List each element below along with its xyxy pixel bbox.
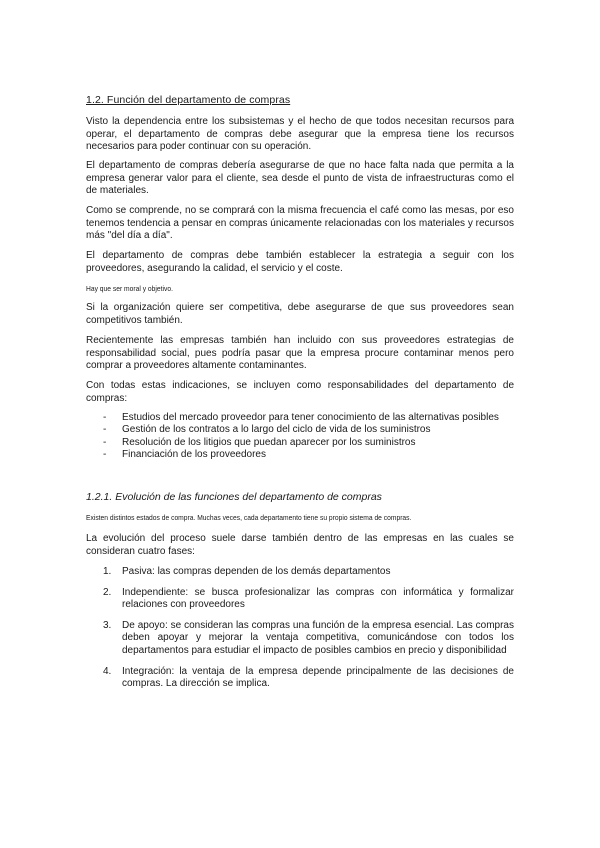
subsection-title: 1.2.1. Evolución de las funciones del departamento de compras xyxy=(86,491,382,503)
list-item: 3. De apoyo: se consideran las compras una función de la empresa esencial. Las compras deben apoyar y mejorar la ventaja competitiva, comunicándose con todos los departamentos para estudiar el impacto de posibles cambios en precio y disponibilidad xyxy=(103,619,514,656)
list-item: 4. Integración: la ventaja de la empresa depende principalmente de las decisiones de compras. La dirección se implica. xyxy=(103,665,514,690)
paragraph-3: Como se comprende, no se comprará con la misma frecuencia el café como las mesas, por eso tenemos tendencia a pensar en compras únicamente relacionadas con los materiales y recursos más "del día a día". xyxy=(86,205,514,242)
section-title: 1.2. Función del departamento de compras xyxy=(86,94,291,106)
paragraph-2: El departamento de compras debería asegurarse de que no hace falta nada que permita a la empresa generar valor para el cliente, sea desde el punto de vista de infraestructuras como el de materiales. xyxy=(86,160,514,197)
responsibilities-list xyxy=(86,412,514,462)
list-item: - Gestión de los contratos a lo largo del ciclo de vida de los suministros xyxy=(103,424,431,436)
paragraph-5: Si la organización quiere ser competitiva, debe asegurarse de que sus proveedores sean competitivos también. xyxy=(86,302,514,326)
paragraph-1: Visto la dependencia entre los subsistemas y el hecho de que todos necesitan recursos para operar, el departamento de compras debe asegurar que la empresa tiene los recursos necesarios para poder continuar con su operación. xyxy=(86,116,514,153)
phases-list xyxy=(86,566,514,691)
list-item: 2. Independiente: se busca profesionalizar las compras con informática y formalizar relaciones con proveedores xyxy=(103,586,514,611)
list-item: - Estudios del mercado proveedor para tener conocimiento de las alternativas posibles xyxy=(103,412,499,423)
note-1: Hay que ser moral y objetivo. xyxy=(86,284,173,293)
list-item: 1. Pasiva: las compras dependen de los demás departamentos xyxy=(103,566,391,577)
list-item: - Resolución de los litigios que puedan aparecer por los suministros xyxy=(103,436,416,448)
paragraph-4: El departamento de compras debe también establecer la estrategia a seguir con los proveedores, asegurando la calidad, el servicio y el coste. xyxy=(86,250,514,274)
list-item: - Financiación de los proveedores xyxy=(103,449,266,461)
note-2: Existen distintos estados de compra. Muchas veces, cada departamento tiene su propio sistema de compras. xyxy=(86,513,412,522)
paragraph-7: Con todas estas indicaciones, se incluyen como responsabilidades del departamento de compras: xyxy=(86,380,514,404)
paragraph-6: Recientemente las empresas también han incluido con sus proveedores estrategias de responsabilidad social, pues podría pasar que la empresa procure contaminar menos pero comprar a proveedores altamente contaminantes. xyxy=(86,335,514,372)
evolution-intro: La evolución del proceso suele darse también dentro de las empresas en las cuales se consideran cuatro fases: xyxy=(86,533,514,557)
